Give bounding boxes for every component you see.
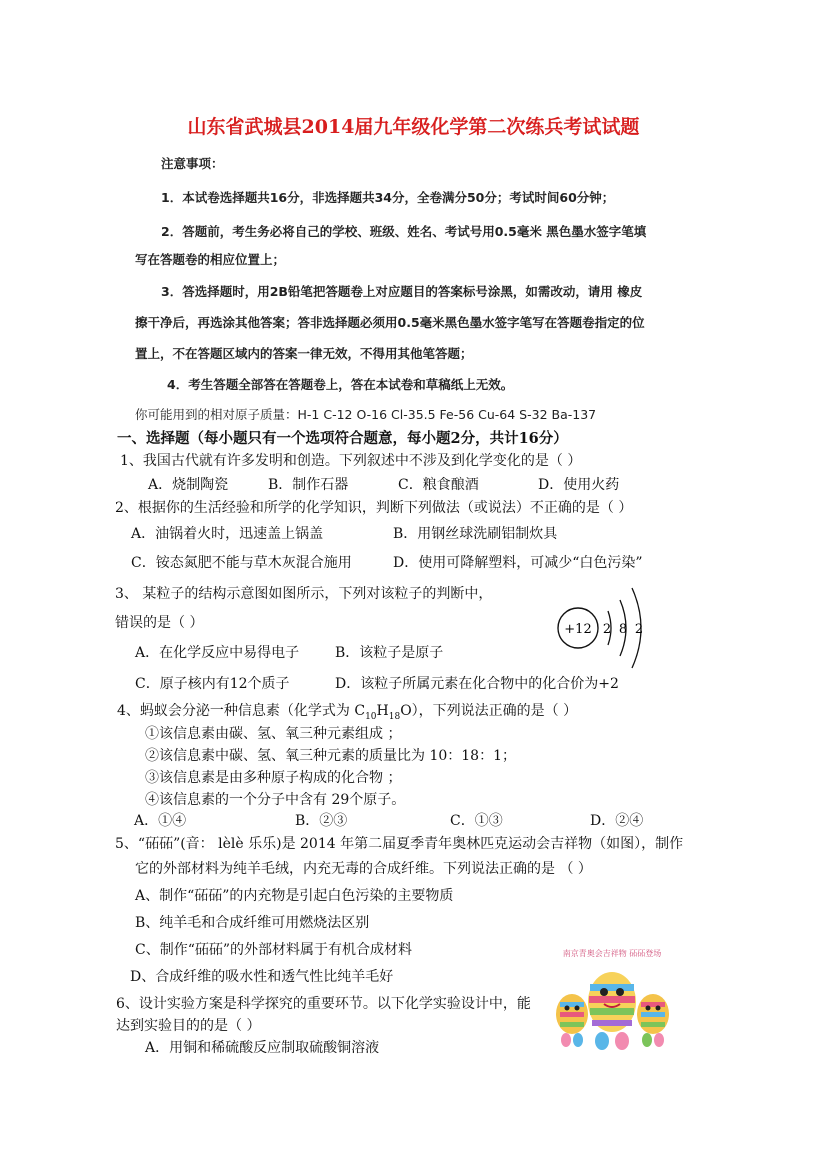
notice-item-4: 4．考生答题全部答在答题卷上，答在本试卷和草稿纸上无效。 [167,377,514,392]
q6-option-a: A．用铜和稀硫酸反应制取硫酸铜溶液 [145,1040,380,1056]
notice-heading: 注意事项： [161,156,224,171]
q1-option-a: A．烧制陶瓷 [148,477,229,493]
q1-option-c: C．粮食酿酒 [398,477,479,493]
q4-option-c: C．①③ [450,813,503,829]
notice-item-3-line-3: 置上，不在答题区域内的答案一律无效，不得用其他笔答题； [135,346,473,361]
q4-option-b: B．②③ [295,813,348,829]
notice-item-2-line-1: 2．答题前，考生务必将自己的学校、班级、姓名、考试号用0.5毫米 黑色墨水签字笔填 [161,224,647,239]
q4-statement-4: ④该信息素的一个分子中含有 29个原子。 [145,792,406,808]
q3-stem-2: 错误的是（ ） [115,615,204,631]
nucleus-charge: +12 [564,622,592,637]
shell-2-electrons: 8 [618,622,628,637]
q6-stem-1: 6、设计实验方案是科学探究的重要环节。以下化学实验设计中，能 [116,996,531,1012]
notice-item-1: 1．本试卷选择题共16分，非选择题共34分，全卷满分50分；考试时间60分钟； [161,190,615,205]
q2-option-c: C．铵态氮肥不能与草木灰混合施用 [131,555,352,571]
q5-stem-2: 它的外部材料为纯羊毛绒，内充无毒的合成纤维。下列说法正确的是 （ ） [135,861,592,877]
atom-structure-diagram [548,578,658,678]
q5-option-c: C、制作“砳砳”的外部材料属于有机合成材料 [135,942,413,958]
shell-3-electrons: 2 [634,622,644,637]
q3-option-b: B．该粒子是原子 [335,645,444,661]
q3-option-c: C．原子核内有12个质子 [135,676,290,692]
shell-1-electrons: 2 [602,622,612,637]
q2-stem: 2、根据你的生活经验和所学的化学知识，判断下列做法（或说法）不正确的是（ ） [115,500,633,516]
q4-option-a: A．①④ [134,813,187,829]
q1-stem: 1、我国古代就有许多发明和创造。下列叙述中不涉及到化学变化的是（ ） [120,453,582,469]
q3-option-d: D．该粒子所属元素在化合物中的化合价为+2 [335,676,619,692]
q2-option-b: B．用钢丝球洗刷铝制炊具 [393,526,558,542]
atomic-mass-line: 你可能用到的相对原子质量：H-1 C-12 O-16 Cl-35.5 Fe-56 Cu-64 S-32 Ba-137 [135,407,597,422]
mascot-image [548,944,676,1054]
notice-item-2-line-2: 写在答题卷的相应位置上； [135,252,286,267]
notice-item-3-line-2: 擦干净后，再选涂其他答案；答非选择题必须用0.5毫米黑色墨水签字笔写在答题卷指定的位 [135,315,645,330]
section-1-heading: 一、选择题（每小题只有一个选项符合题意，每小题2分，共计16分） [117,430,568,447]
q2-option-d: D．使用可降解塑料，可减少“白色污染” [393,555,643,571]
q4-statement-3: ③该信息素是由多种原子构成的化合物 ； [145,770,402,786]
q3-option-a: A．在化学反应中易得电子 [135,645,300,661]
q5-option-d: D、合成纤维的吸水性和透气性比纯羊毛好 [130,969,394,985]
mascot-caption: 南京青奥会吉祥物 砳砳登场 [562,949,662,958]
q1-option-b: B．制作石器 [268,477,349,493]
q4-statement-2: ②该信息素中碳、氢、氧三种元素的质量比为 10：18：1； [145,748,516,764]
q4-option-d: D．②④ [590,813,644,829]
q5-option-b: B、纯羊毛和合成纤维可用燃烧法区别 [135,915,370,931]
q5-option-a: A、制作“砳砳”的内充物是引起白色污染的主要物质 [135,888,454,904]
q4-statement-1: ①该信息素由碳、氢、氧三种元素组成 ； [145,726,402,742]
notice-item-3-line-1: 3．答选择题时，用2B铅笔把答题卷上对应题目的答案标号涂黑，如需改动，请用 橡皮 [161,284,643,299]
page-title: 山东省武城县2014届九年级化学第二次练兵考试试题 [187,116,640,138]
q4-stem: 4、蚂蚁会分泌一种信息素（化学式为 $C_{10}H_{18}O$），下列说法正确的是（ ） [117,703,578,722]
q3-stem: 3、 某粒子的结构示意图如图所示，下列对该粒子的判断中， [115,586,493,602]
q5-stem-1: 5、“砳砳”(音： lèlè 乐乐)是 2014 年第二届夏季青年奥林匹克运动会吉祥物（如图），制作 [115,836,684,852]
q1-option-d: D．使用火药 [538,477,620,493]
q2-option-a: A．油锅着火时，迅速盖上锅盖 [131,526,324,542]
q6-stem-2: 达到实验目的的是（ ） [116,1018,261,1034]
